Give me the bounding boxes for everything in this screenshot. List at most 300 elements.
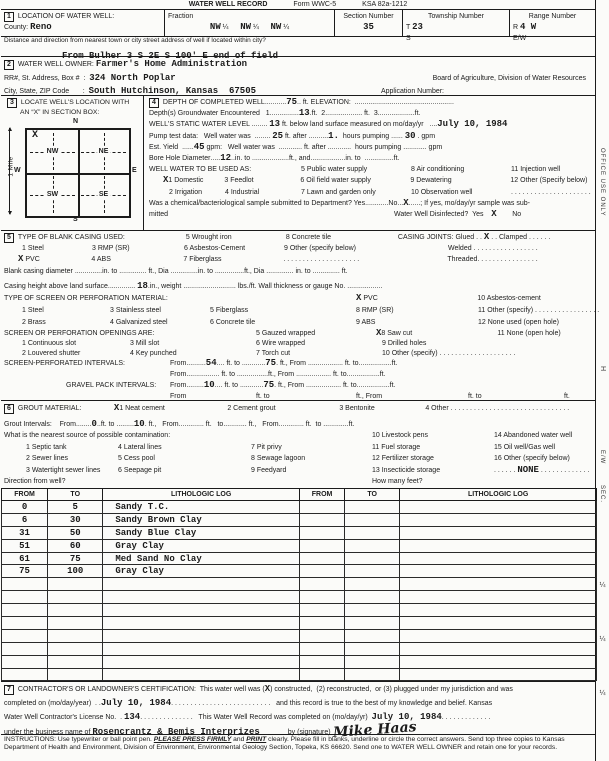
field-label: ft., From — [246, 420, 279, 428]
litho-log-cell — [400, 539, 597, 552]
well-x-mark: X — [32, 130, 39, 141]
certification-line-3 — [4, 711, 592, 725]
field-label: ............... — [236, 370, 267, 378]
field-label: ¼ — [220, 24, 241, 31]
section-number-cell — [334, 10, 402, 36]
litho-depth-cell — [345, 629, 400, 642]
field-value: NW — [270, 22, 282, 32]
form-title: WATER WELL RECORD — [188, 1, 268, 8]
litho-log-cell — [103, 591, 300, 604]
litho-depth-cell — [2, 642, 48, 655]
field-label: .ft. — [389, 360, 398, 367]
groundwater-depth-line — [149, 108, 593, 119]
field-label: .................. — [325, 110, 361, 118]
county-label: County: — [4, 24, 29, 31]
field-label: .............. — [312, 268, 340, 275]
litho-log-cell — [103, 668, 300, 681]
field-label: . ft., From — [276, 360, 308, 367]
litho-log-cell — [400, 578, 597, 591]
field-label: T — [406, 24, 413, 31]
field-label: ft. to — [331, 370, 347, 378]
litho-depth-cell — [345, 655, 400, 668]
field-label: .... ft. to — [214, 382, 240, 389]
field-label: 7 Lawn and garden only — [301, 188, 376, 196]
well-use-options-line-2 — [149, 187, 593, 198]
field-label: 5 Public water supply — [301, 166, 368, 174]
field-label: 2 Louvered shutter — [22, 350, 81, 357]
litho-depth-cell — [48, 578, 103, 591]
field-label: ..in. to — [231, 155, 253, 163]
field-label: 11 Fuel storage — [372, 443, 421, 451]
litho-depth-cell — [299, 552, 344, 565]
table-row — [2, 642, 597, 655]
litho-log-cell — [103, 642, 300, 655]
field-value: 75 — [286, 97, 298, 107]
field-label: mitted — [149, 211, 169, 219]
field-label: gpm — [426, 143, 443, 151]
litho-depth-cell — [299, 655, 344, 668]
field-label: ft. after — [283, 132, 309, 140]
office-use-vertical-label: ¼ — [599, 582, 606, 590]
field-label: ............ — [239, 382, 264, 389]
field-label: SCREEN-PERFORATED INTERVALS: — [4, 360, 125, 367]
field-label: ................ — [358, 360, 390, 367]
field-label: . . . . . . . . . . . . . . — [140, 714, 193, 722]
litho-log-cell — [400, 565, 597, 578]
table-row — [2, 526, 597, 539]
litho-log-cell — [103, 629, 300, 642]
litho-log-cell: Sandy T.C. — [103, 501, 300, 514]
township-label: Township Number — [427, 13, 485, 20]
field-label: ............. — [278, 420, 304, 428]
certification-line-1 — [4, 683, 592, 697]
field-value: 30 — [404, 130, 416, 141]
field-label: ......... — [186, 382, 204, 389]
range-cell — [509, 10, 595, 42]
fraction-cell — [164, 10, 334, 36]
field-label: ............... — [269, 110, 299, 118]
field-label: ............ — [327, 143, 352, 151]
field-label: .in. to — [343, 155, 365, 163]
field-label: DEPTH OF COMPLETED WELL — [162, 99, 265, 106]
field-label: in. to — [293, 268, 313, 275]
field-label: 3 Feedlot — [224, 177, 254, 185]
field-value: X — [113, 403, 120, 413]
field-label: hours pumping — [338, 132, 392, 140]
field-label: PVC — [23, 256, 40, 263]
owner-section — [1, 57, 595, 96]
field-label: R — [513, 24, 520, 31]
field-value: 10 — [203, 380, 215, 390]
litho-depth-cell: 75 — [2, 565, 48, 578]
field-label: .................. — [252, 155, 288, 163]
litho-log-cell: Sandy Brown Clay — [103, 513, 300, 526]
field-label: by (signature) — [287, 728, 333, 736]
range-direction: E/W — [513, 35, 527, 42]
field-label: ......; If yes, mo/day/yr sample was sub- — [408, 199, 530, 207]
litho-depth-cell — [2, 578, 48, 591]
field-label: ...... — [182, 143, 194, 151]
litho-depth-cell: 31 — [2, 526, 48, 539]
field-label: 5 Cess pool — [118, 455, 155, 462]
grout-section — [1, 400, 595, 430]
casing-section — [1, 231, 595, 292]
range-label: Range Number — [528, 13, 577, 20]
litho-log-cell: Gray Clay — [103, 565, 300, 578]
field-label: .... ft. to — [216, 360, 242, 367]
field-value: X — [356, 293, 362, 303]
field-label: ft. to — [342, 360, 359, 367]
section-locator — [1, 96, 144, 230]
section-1-number: 1 — [4, 12, 14, 22]
field-label: . . . . . . . . . . . . . . . . . . . . — [283, 256, 360, 263]
field-label: 1 Steel — [22, 245, 44, 252]
field-label: ............ — [278, 143, 303, 151]
form-number: Form WWC-5 — [293, 1, 337, 8]
screen-intervals-line-1 — [4, 358, 592, 370]
field-label: 9 Other (specify below) — [284, 245, 356, 252]
field-value: 25 — [272, 130, 284, 141]
field-label: .ft. — [377, 370, 386, 378]
field-label: Water Well Contractor's License No. — [4, 714, 121, 722]
litho-depth-cell — [299, 617, 344, 630]
field-label: Casing height above land surface — [4, 283, 108, 290]
field-label: ..ft. to — [96, 420, 117, 428]
field-label: GRAVEL PACK INTERVALS: — [66, 382, 157, 389]
field-label: 1 Continuous slot — [22, 340, 77, 347]
field-label: ft. — [564, 392, 570, 400]
field-label: Blank casing diameter — [4, 268, 75, 275]
field-label: 4 ABS — [91, 256, 111, 263]
field-label: No — [388, 199, 398, 207]
grout-material-line — [4, 401, 592, 417]
township-value — [406, 22, 506, 33]
litho-depth-cell: 5 — [48, 501, 103, 514]
compass-east: E — [132, 167, 137, 174]
form-statute: KSA 82a-1212 — [362, 1, 408, 8]
field-label: ft. to — [203, 420, 224, 428]
city-value: South Hutchinson, Kansas 67505 — [88, 86, 256, 96]
depth-completed-line — [149, 97, 593, 108]
casing-diameter-line — [4, 265, 592, 279]
field-label: ......... — [116, 420, 134, 428]
litho-depth-cell — [2, 591, 48, 604]
screen-material-line-1 — [4, 305, 600, 317]
field-label: 5 Wrought iron — [185, 234, 232, 241]
litho-log-cell — [400, 501, 597, 514]
well-use-options-line-1 — [149, 175, 593, 186]
one-mile-label: 1 Mile — [7, 156, 15, 177]
well-use-title-line — [149, 164, 593, 175]
field-label: 15 Oil well/Gas well — [494, 443, 556, 451]
quadrant-ne-label: NE — [98, 147, 109, 155]
field-label: 12 Fertilizer storage — [372, 455, 434, 462]
field-label: Mike Haas — [332, 718, 417, 741]
field-label: ..... — [210, 155, 221, 163]
field-label: What is the nearest source of possible contamination: — [4, 432, 171, 439]
field-label: 4 Industrial — [225, 188, 260, 196]
pump-test-line — [149, 131, 593, 142]
section-6-number: 6 — [4, 404, 14, 414]
field-value: X — [403, 197, 409, 208]
table-row — [2, 501, 597, 514]
litho-depth-cell — [2, 617, 48, 630]
casing-options-line-2 — [4, 254, 592, 265]
field-label: Bore Hole Diameter — [149, 155, 211, 163]
table-row — [2, 539, 597, 552]
litho-depth-cell — [299, 526, 344, 539]
field-value: 12 — [220, 153, 232, 164]
field-label: 11 None (open hole) — [497, 330, 561, 337]
litho-log-cell — [400, 604, 597, 617]
field-label: PLEASE PRESS FIRMLY — [153, 736, 232, 744]
litho-log-cell — [400, 552, 597, 565]
litho-depth-cell: 51 — [2, 539, 48, 552]
field-label: 4 Lateral lines — [118, 443, 162, 451]
field-label: ................. — [310, 155, 344, 163]
field-value: 4 W — [520, 22, 537, 32]
field-label: 3 Watertight sewer lines — [26, 466, 101, 474]
address-label: RR#, St. Address, Box # : — [4, 74, 90, 82]
litho-log-cell — [400, 655, 597, 668]
contamination-line-3 — [4, 465, 592, 477]
field-label: ¼ — [281, 24, 290, 31]
field-label: 2 Cement grout — [227, 405, 276, 412]
litho-log-cell — [400, 526, 597, 539]
field-label: 7 Fiberglass — [183, 256, 222, 263]
field-label: .................. — [306, 382, 342, 389]
litho-log-cell — [400, 617, 597, 630]
field-label: . . . . . . — [494, 466, 518, 474]
field-label: This Water Well Record was completed on (mo/day/yr) — [192, 714, 372, 722]
owner-name: Farmer's Home Administration — [95, 59, 248, 69]
field-label: ............ — [323, 420, 347, 428]
field-value: July 10, 1984 — [437, 119, 508, 130]
field-label: .... — [429, 121, 438, 129]
field-label: . ft. 3 — [360, 110, 378, 118]
distance-question: Distance and direction from nearest town or city street address of well if located within city? — [4, 37, 266, 44]
field-label: .ft. — [391, 155, 400, 163]
section-number-value: 35 — [363, 22, 374, 32]
field-label: ft. — [339, 268, 348, 275]
field-label: hours pumping — [351, 143, 404, 151]
field-label: . . . . . . . . . . . . . — [538, 466, 590, 474]
field-label: Grout Intervals: From — [4, 420, 76, 428]
openings-line-1 — [4, 339, 592, 349]
field-value: July 10, 1984 — [371, 712, 442, 723]
litho-depth-cell — [299, 513, 344, 526]
field-label: . . . . . . . . . . . . . . . . . . . . . — [511, 188, 591, 196]
field-label: How many feet? — [372, 478, 423, 485]
field-value: 75 — [265, 358, 277, 368]
litho-depth-cell — [345, 526, 400, 539]
field-label: 10 Other (specify) . . . . . . . . . . . . . . . . . . . . — [382, 350, 516, 357]
litho-column-header: LITHOLOGIC LOG — [103, 489, 300, 501]
field-label: 8 Sewage lagoon — [251, 455, 306, 462]
field-label: 9 Drilled holes — [382, 340, 427, 347]
field-label: ft. to — [303, 420, 324, 428]
field-label: .............. — [107, 283, 138, 290]
field-label: ft., Dia — [146, 268, 171, 275]
litho-column-header: LITHOLOGIC LOG — [400, 489, 597, 501]
field-label: .............. — [266, 268, 294, 275]
field-label: GROUT MATERIAL: — [17, 405, 82, 412]
office-use-vertical-label: OFFICE USE ONLY — [599, 148, 605, 217]
litho-column-header: FROM — [299, 489, 344, 501]
field-label: 10 Observation well — [411, 188, 473, 196]
litho-depth-cell — [299, 604, 344, 617]
litho-column-header: TO — [48, 489, 103, 501]
field-label: 2 Brass — [22, 319, 46, 326]
field-value: X — [18, 254, 24, 264]
contamination-section — [1, 430, 595, 488]
field-label: . . . . . . . . . . . . . — [441, 714, 491, 722]
table-row — [2, 552, 597, 565]
field-label: 7 Torch cut — [256, 350, 291, 357]
quadrant-se-label: SE — [98, 190, 109, 198]
litho-log-cell — [103, 604, 300, 617]
field-label: ................................................... — [354, 99, 454, 106]
field-label: 12 None used (open hole) — [478, 319, 559, 326]
mid-section — [1, 96, 595, 231]
section-3-number: 3 — [7, 98, 17, 108]
field-label: PRINT — [246, 736, 267, 744]
litho-depth-cell — [345, 591, 400, 604]
field-value: X — [163, 175, 169, 186]
field-label: Pump test data: Well water was — [149, 132, 255, 140]
field-label: 1 Septic tank — [26, 443, 67, 451]
field-label: No — [496, 211, 522, 219]
field-label: .ft. — [346, 420, 355, 428]
section-4-number: 4 — [149, 98, 159, 108]
field-label: 9 ABS — [356, 319, 376, 326]
field-label: 12 Other (Specify below) — [510, 177, 588, 185]
quadrant-nw-label: NW — [46, 147, 59, 155]
contamination-question-line — [4, 430, 592, 442]
field-label: 8 RMP (SR) — [356, 307, 394, 314]
field-label: Water Well Disinfected? Yes — [394, 211, 492, 219]
field-label: ...... — [391, 132, 405, 140]
compass-west: W — [14, 167, 21, 174]
field-label: . gpm — [415, 132, 436, 140]
field-label: ft., From — [356, 392, 383, 400]
field-label: .............. — [74, 268, 103, 275]
field-label: 10 Livestock pens — [372, 432, 429, 439]
field-label: . ft., From — [274, 382, 307, 389]
field-label: gpm: Well water was — [204, 143, 279, 151]
field-label: .......... — [308, 132, 329, 140]
field-value: 1. — [328, 130, 339, 141]
quadrant-sw-label: SW — [46, 190, 59, 198]
field-value: 134 — [124, 712, 141, 723]
office-use-vertical-label: ¼ — [599, 636, 606, 644]
field-label: .................. — [347, 283, 383, 290]
litho-depth-cell — [48, 629, 103, 642]
field-label: 3 Bentonite — [339, 405, 375, 412]
field-label: 3 Mill slot — [130, 340, 160, 347]
field-label: 13 Insecticide storage — [372, 466, 441, 474]
field-label: .............. — [170, 268, 198, 275]
litho-log-cell — [103, 655, 300, 668]
field-value: NW — [209, 22, 221, 32]
field-label: WELL WATER TO BE USED AS: — [149, 166, 252, 174]
field-label: ft. to — [468, 392, 482, 400]
litho-depth-cell — [345, 668, 400, 681]
location-cell — [1, 10, 164, 36]
litho-log-cell — [400, 591, 597, 604]
field-value: X — [264, 684, 271, 695]
field-label: 3 RMP (SR) — [92, 245, 130, 252]
field-label: ........... — [264, 99, 287, 106]
field-label: ... — [397, 199, 404, 207]
board-note: Board of Agriculture, Division of Water Resources — [432, 74, 586, 82]
field-label: 2 Irrigation — [169, 188, 203, 196]
compass-north: N — [73, 118, 79, 125]
litho-log-cell — [103, 617, 300, 630]
field-value: X — [376, 328, 382, 338]
litho-depth-cell — [299, 668, 344, 681]
field-label: 9 Dewatering — [410, 177, 452, 185]
field-label: 6 Concrete tile — [210, 319, 256, 326]
field-value: NW — [240, 22, 251, 32]
field-label: . — [120, 714, 124, 722]
field-label: INSTRUCTIONS: Use typewriter or ball point pen. — [4, 736, 154, 744]
township-cell — [402, 10, 509, 42]
fraction-label: Fraction — [168, 13, 194, 20]
litho-depth-cell — [299, 642, 344, 655]
field-label: clearly. Please fill in blanks, underline or circle the correct answers. Send top three copies to Kansas Department of Health and Environment, Division of Environment, Environmental Geology Section, Topeka, KS 66620. Send one to WATER WELL OWNER and retain one for your records. — [4, 736, 565, 752]
table-row — [2, 513, 597, 526]
field-label: . ft., From — [144, 420, 179, 428]
application-number-label: Application Number: — [380, 88, 444, 95]
field-value: 45 — [193, 141, 205, 152]
litho-column-header: TO — [345, 489, 400, 501]
quadrant-ne — [78, 130, 129, 173]
well-data-column — [144, 96, 595, 230]
quadrant-sw — [27, 173, 78, 216]
disinfected-line — [149, 209, 593, 220]
field-label: 4 Other — [425, 405, 451, 412]
field-label: 1 Domestic — [168, 177, 204, 185]
field-label: lbs./ft. Wall thickness or gauge No. — [237, 283, 348, 290]
bore-hole-diameter-line — [149, 153, 593, 164]
field-value: X — [483, 232, 490, 242]
field-label: ........ — [251, 121, 270, 129]
static-water-level-line — [149, 119, 593, 130]
field-value: 0 — [91, 418, 97, 429]
field-label: WELL'S STATIC WATER LEVEL — [149, 121, 252, 129]
field-label: PVC — [361, 295, 378, 302]
sample-submitted-line — [149, 198, 593, 209]
litho-depth-cell — [345, 617, 400, 630]
field-label: .............. — [214, 268, 243, 275]
instructions-block — [1, 734, 595, 760]
litho-depth-cell: 50 — [48, 526, 103, 539]
litho-depth-cell: 6 — [2, 513, 48, 526]
field-value: 54 — [205, 358, 217, 368]
litho-depth-cell — [345, 565, 400, 578]
section-7-number: 7 — [4, 685, 14, 695]
township-direction: S — [406, 35, 411, 42]
field-label: .ft., From — [266, 370, 297, 378]
field-label: . . Clamped . . . . . . — [489, 234, 551, 241]
field-label: SCREEN OR PERFORATION OPENINGS ARE: — [4, 330, 155, 337]
field-label: TYPE OF BLANK CASING USED: — [17, 234, 125, 241]
owner-label: WATER WELL OWNER: — [17, 61, 96, 68]
field-value: 18 — [137, 281, 148, 291]
section-number-label: Section Number — [343, 13, 394, 20]
field-label: ............ — [403, 143, 427, 151]
